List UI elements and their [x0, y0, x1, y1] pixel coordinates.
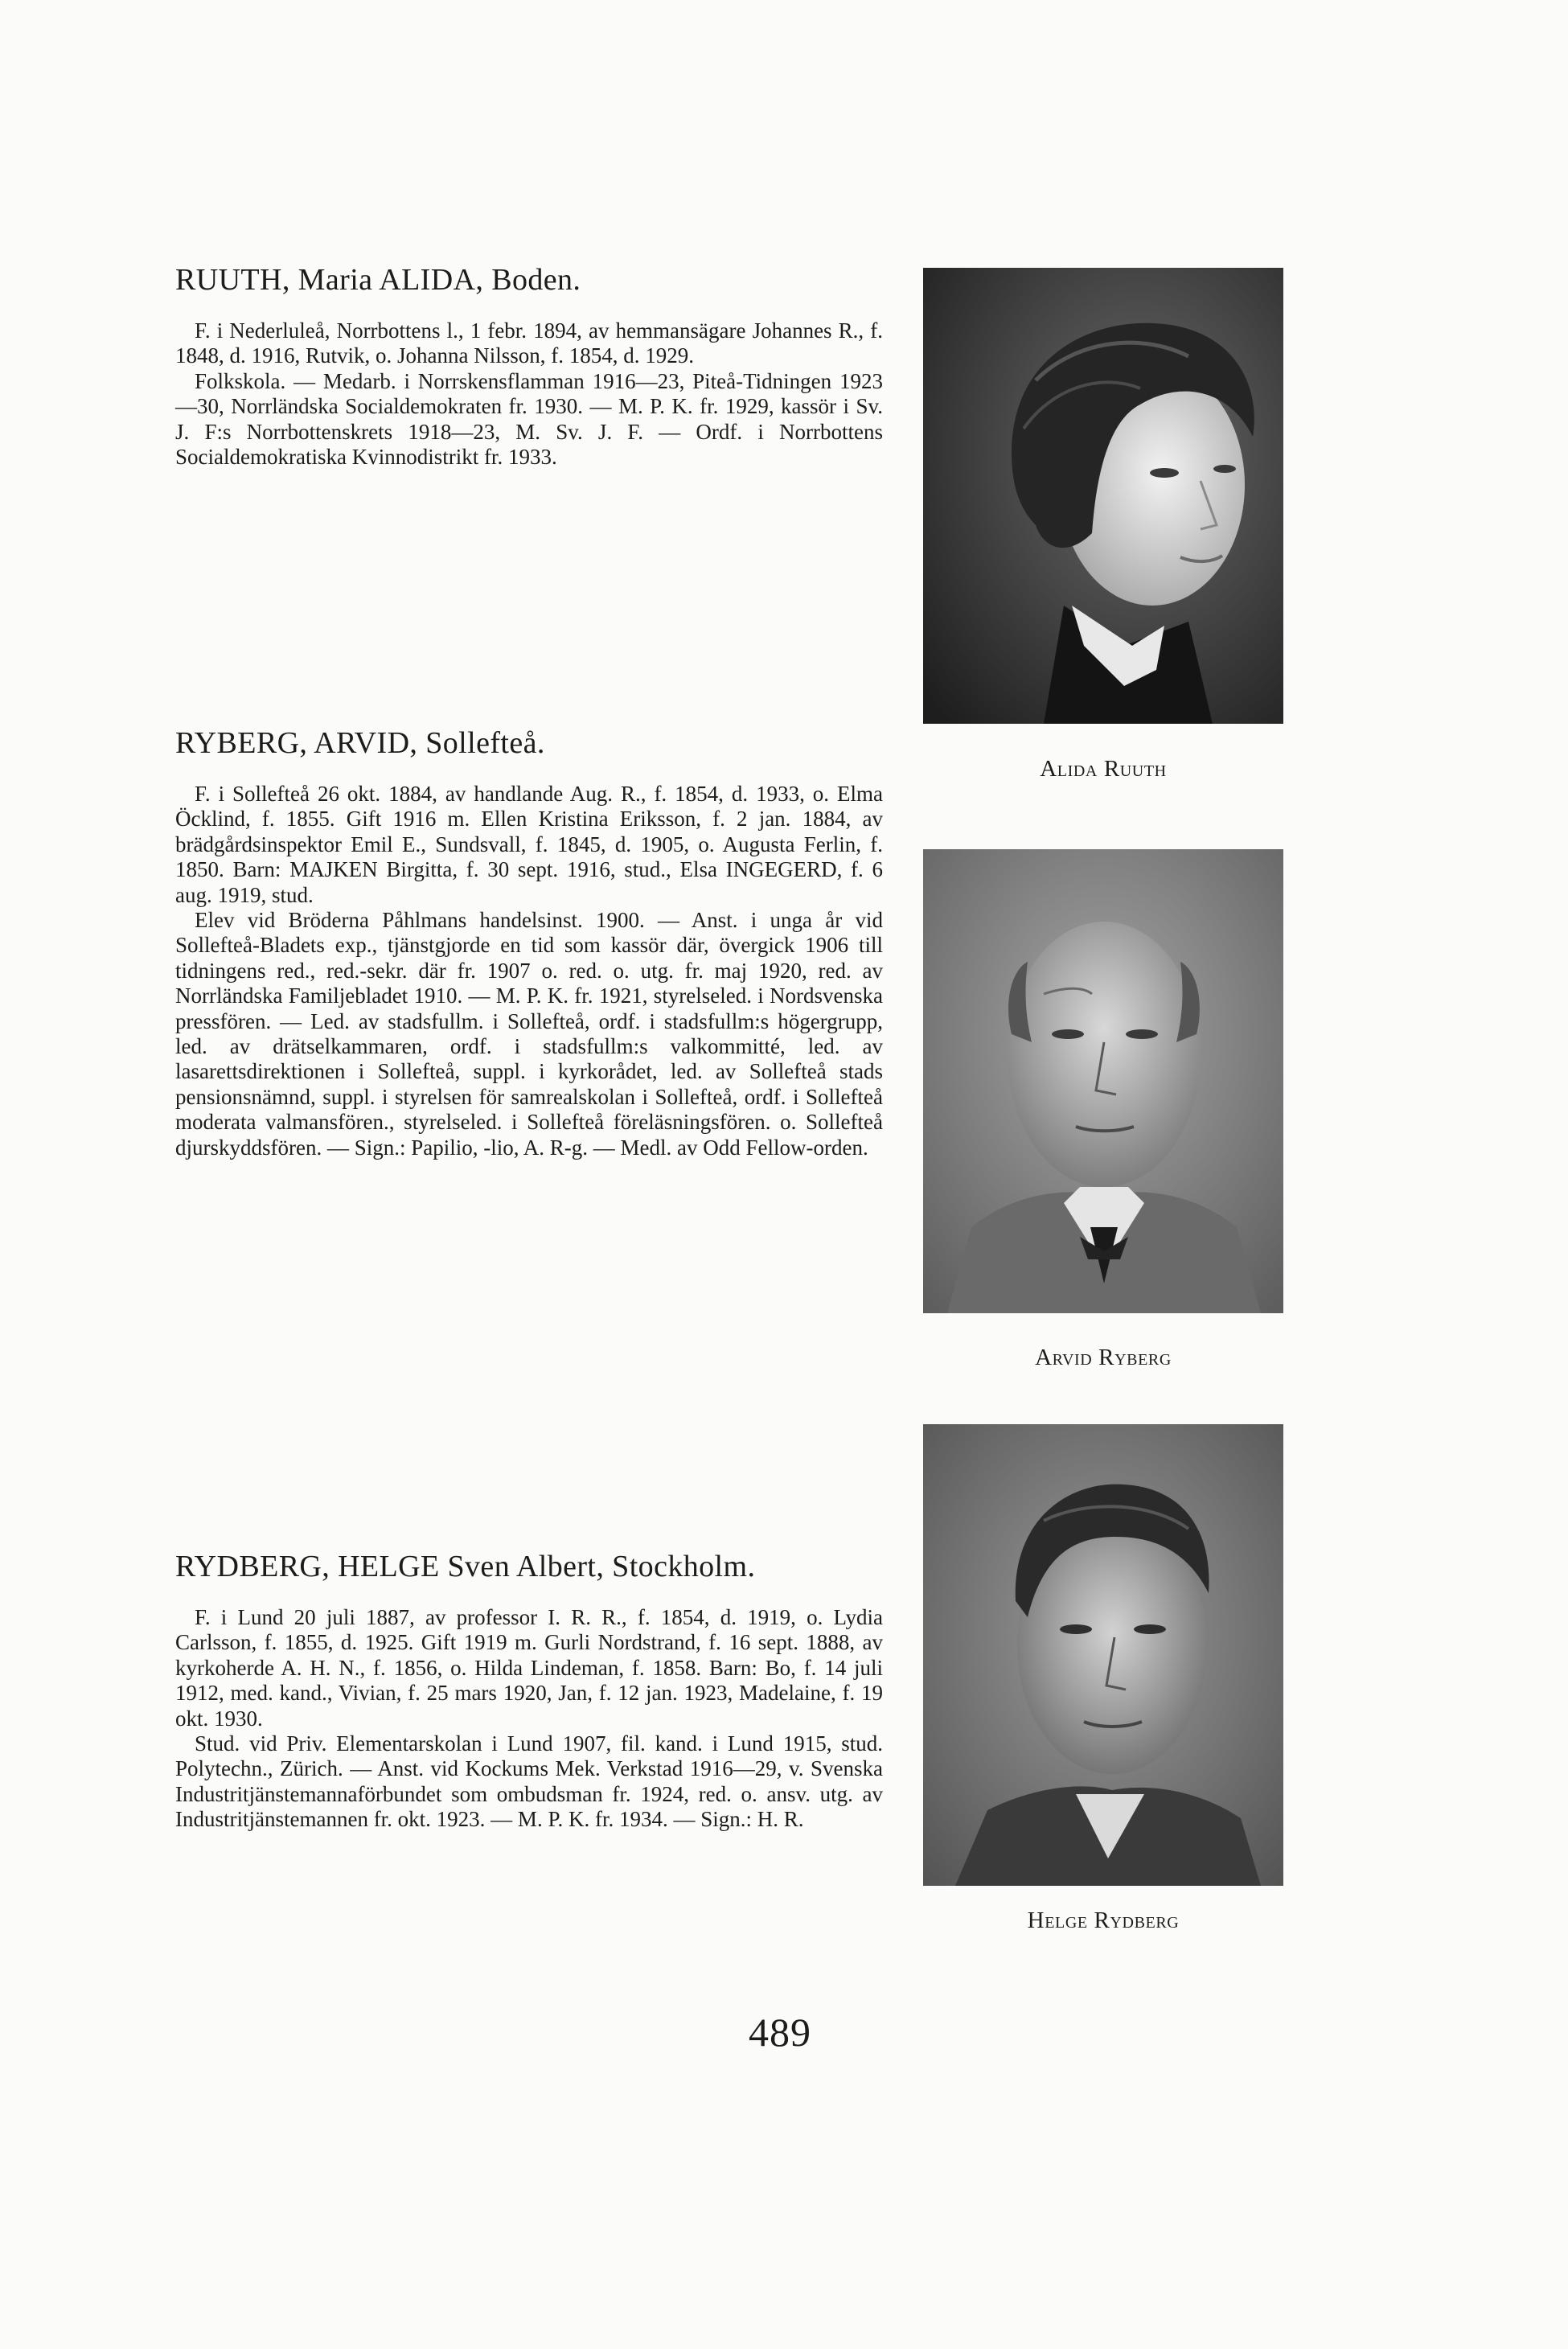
- biography-entry-ryberg: [175, 725, 883, 1160]
- entry-paragraph: F. i Lund 20 juli 1887, av professor I. R. R., f. 1854, d. 1919, o. Lydia Carlsson, f. 1855, d. 1925. Gift 1919 m. Gurli Nordstrand, f. 16 sept. 1888, av kyrkoherde A. H. N., f. 1856, o. Hilda Lindeman, f. 1858. Barn: Bo, f. 14 juli 1912, med. kand., Vivian, f. 25 mars 1920, Jan, f. 12 jan. 1923, Madelaine, f. 19 okt. 1930.: [175, 1605, 883, 1731]
- portrait-caption: Helge Rydberg: [1027, 1908, 1180, 1933]
- entry-heading: RYBERG, ARVID, Sollefteå.: [175, 726, 545, 760]
- portrait-photo-alida-ruuth: [923, 268, 1283, 724]
- entry-heading: RUUTH, Maria ALIDA, Boden.: [175, 263, 581, 297]
- page-number: 489: [749, 2010, 811, 2055]
- entry-paragraph: Folkskola. — Medarb. i Norrskensflamman 1916—23, Piteå-Tidningen 1923—30, Norrländska Socialdemokraten fr. 1930. — M. P. K. fr. 1929, kassör i Sv. J. F:s Norrbottenskrets 1918—23, M. Sv. J. F. — Ordf. i Norrbottens Socialdemokratiska Kvinnodistrikt fr. 1933.: [175, 368, 883, 470]
- portrait-caption: Arvid Ryberg: [1035, 1345, 1172, 1370]
- portrait-photo-helge-rydberg: [923, 1424, 1283, 1886]
- entry-paragraph: F. i Sollefteå 26 okt. 1884, av handlande Aug. R., f. 1854, d. 1933, o. Elma Öcklind, f. 1855. Gift 1916 m. Ellen Kristina Eriksson, f. 2 jan. 1884, av brädgårdsinspektor Emil E., Sundsvall, f. 1845, d. 1905, o. Augusta Ferlin, f. 1850. Barn: MAJKEN Birgitta, f. 30 sept. 1916, stud., Elsa INGEGERD, f. 6 aug. 1919, stud.: [175, 782, 883, 907]
- entry-paragraph: F. i Nederluleå, Norrbottens l., 1 febr. 1894, av hemmansägare Johannes R., f. 1848, d. 1916, Rutvik, o. Johanna Nilsson, f. 1854, d. 1929.: [175, 318, 883, 368]
- entry-paragraph: Stud. vid Priv. Elementarskolan i Lund 1907, fil. kand. i Lund 1915, stud. Polytechn., Zürich. — Anst. vid Kockums Mek. Verkstad 1916—29, v. Svenska Industritjänstemannaförbundet som ombudsman fr. 1924, red. o. ansv. utg. av Industritjänstemannen fr. okt. 1923. — M. P. K. fr. 1934. — Sign.: H. R.: [175, 1731, 883, 1832]
- entry-heading: RYDBERG, HELGE Sven Albert, Stockholm.: [175, 1550, 756, 1583]
- biography-entry-rydberg: [175, 1549, 883, 1833]
- man-portrait-image: [923, 1424, 1283, 1886]
- man-portrait-bald-image: [923, 849, 1283, 1313]
- woman-portrait-image: [923, 268, 1283, 724]
- portrait-caption: Alida Ruuth: [1040, 756, 1167, 782]
- entry-paragraph: Elev vid Bröderna Påhlmans handelsinst. 1900. — Anst. i unga år vid Sollefteå-Bladets exp., tjänstgjorde en tid som kassör där, övergick 1906 till tidningens red., red.-sekr. där fr. 1907 o. red. o. utg. fr. maj 1920, red. av Norrländska Familjebladet 1910. — M. P. K. fr. 1921, styrelseled. i Nordsvenska pressfören. — Led. av stadsfullm. i Sollefteå, ordf. i stadsfullm:s högergrupp, led. av drätselkammaren, ordf. i stadsfullm:s valkommitté, led. av lasarettsdirektionen i Sollefteå, suppl. i kyrkorådet, led. av Sollefteå stads pensionsnämnd, suppl. i styrelsen för samrealskolan i Sollefteå, ordf. i Sollefteå moderata valmansfören., styrelseled. i Sollefteå föreläsningsfören. o. Sollefteå djurskyddsfören. — Sign.: Papilio, -lio, A. R-g. — Medl. av Odd Fellow-orden.: [175, 908, 883, 1160]
- biography-entry-ruuth: [175, 262, 883, 470]
- portrait-photo-arvid-ryberg: [923, 849, 1283, 1313]
